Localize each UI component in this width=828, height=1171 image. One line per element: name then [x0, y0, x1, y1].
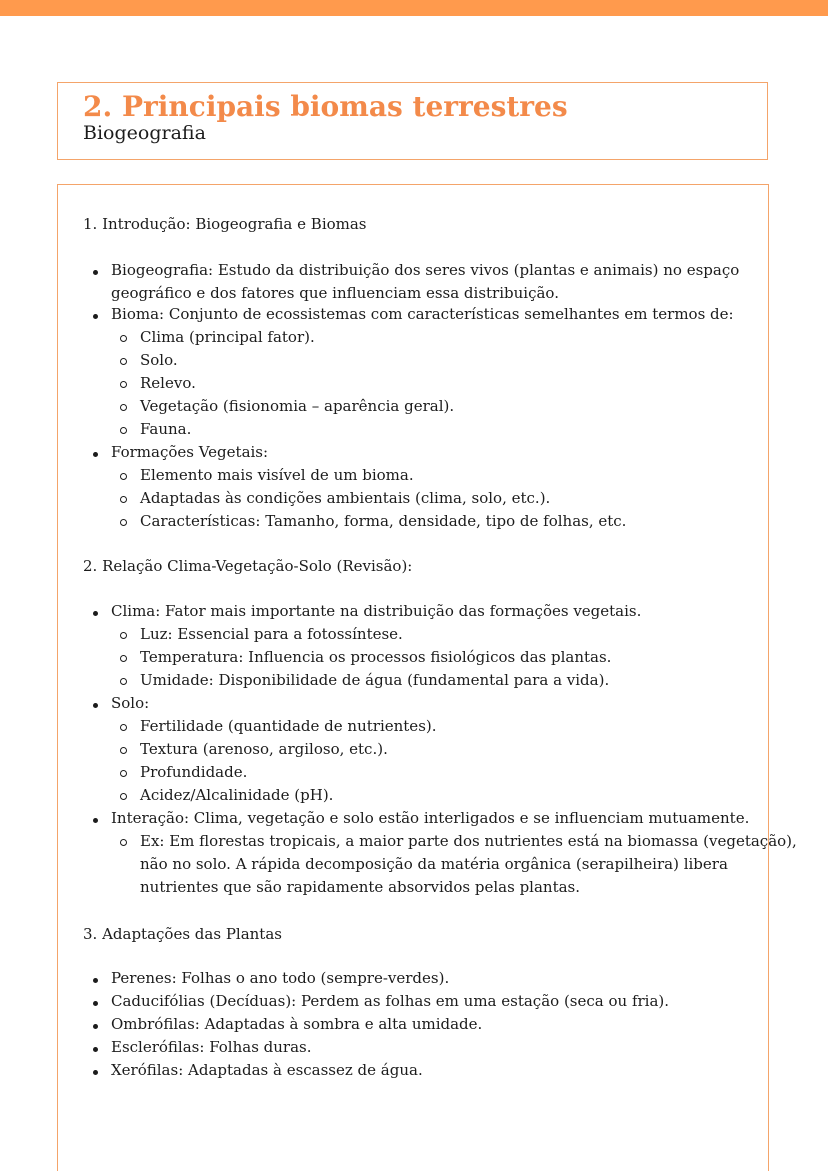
sub-list-item: Textura (arenoso, argiloso, etc.). [140, 740, 388, 758]
bullet-circle-icon [120, 632, 127, 639]
sub-list-item: Acidez/Alcalinidade (pH). [140, 786, 334, 804]
sub-list-item: Elemento mais visível de um bioma. [140, 466, 414, 484]
list-item: Interação: Clima, vegetação e solo estão interligados e se influenciam mutuamente. [111, 809, 750, 827]
list-item: Solo: [111, 694, 150, 712]
bullet-circle-icon [120, 770, 127, 777]
content-card [57, 184, 797, 1171]
sub-list-item-continuation: nutrientes que são rapidamente absorvidos pelas plantas. [140, 878, 581, 896]
page-title: 2. Principais biomas terrestres [83, 90, 568, 123]
sub-list-item: Fertilidade (quantidade de nutrientes). [140, 717, 437, 735]
bullet-circle-icon [120, 678, 127, 685]
bullet-disc-icon [93, 1001, 98, 1006]
list-item: Xerófilas: Adaptadas à escassez de água. [111, 1061, 423, 1079]
bullet-circle-icon [120, 724, 127, 731]
bullet-circle-icon [120, 747, 127, 754]
section-heading: 1. Introdução: Biogeografia e Biomas [83, 215, 367, 233]
section-heading: 3. Adaptações das Plantas [83, 925, 282, 943]
bullet-disc-icon [93, 314, 98, 319]
bullet-disc-icon [93, 1047, 98, 1052]
top-accent-bar [0, 0, 828, 16]
bullet-disc-icon [93, 1070, 98, 1075]
bullet-disc-icon [93, 818, 98, 823]
list-item: Formações Vegetais: [111, 443, 269, 461]
bullet-disc-icon [93, 452, 98, 457]
bullet-circle-icon [120, 839, 127, 846]
sub-list-item: Vegetação (fisionomia – aparência geral). [140, 397, 455, 415]
sub-list-item: Ex: Em florestas tropicais, a maior parte dos nutrientes está na biomassa (vegetação), [140, 832, 797, 850]
sub-list-item: Adaptadas às condições ambientais (clima, solo, etc.). [140, 489, 551, 507]
bullet-disc-icon [93, 611, 98, 616]
sub-list-item: Umidade: Disponibilidade de água (fundamental para a vida). [140, 671, 610, 689]
list-item: Bioma: Conjunto de ecossistemas com características semelhantes em termos de: [111, 305, 734, 323]
bullet-disc-icon [93, 978, 98, 983]
section-heading: 2. Relação Clima-Vegetação-Solo (Revisão): [83, 557, 413, 575]
sub-list-item-continuation: não no solo. A rápida decomposição da matéria orgânica (serapilheira) libera [140, 855, 728, 873]
page-header [57, 82, 768, 160]
bullet-circle-icon [120, 793, 127, 800]
bullet-disc-icon [93, 1024, 98, 1029]
list-item: Biogeografia: Estudo da distribuição dos seres vivos (plantas e animais) no espaço [111, 261, 740, 279]
sub-list-item: Clima (principal fator). [140, 328, 315, 346]
page-subtitle: Biogeografia [83, 122, 206, 144]
list-item: Caducifólias (Decíduas): Perdem as folhas em uma estação (seca ou fria). [111, 992, 670, 1010]
bullet-disc-icon [93, 270, 98, 275]
bullet-circle-icon [120, 335, 127, 342]
bullet-disc-icon [93, 703, 98, 708]
sub-list-item: Luz: Essencial para a fotossíntese. [140, 625, 403, 643]
list-item: Clima: Fator mais importante na distribuição das formações vegetais. [111, 602, 642, 620]
list-item: Ombrófilas: Adaptadas à sombra e alta umidade. [111, 1015, 483, 1033]
bullet-circle-icon [120, 358, 127, 365]
bullet-circle-icon [120, 473, 127, 480]
list-item: Perenes: Folhas o ano todo (sempre-verdes). [111, 969, 450, 987]
sub-list-item: Fauna. [140, 420, 192, 438]
sub-list-item: Temperatura: Influencia os processos fisiológicos das plantas. [140, 648, 612, 666]
sub-list-item: Características: Tamanho, forma, densidade, tipo de folhas, etc. [140, 512, 627, 530]
bullet-circle-icon [120, 404, 127, 411]
bullet-circle-icon [120, 519, 127, 526]
bullet-circle-icon [120, 496, 127, 503]
list-item: Esclerófilas: Folhas duras. [111, 1038, 312, 1056]
sub-list-item: Profundidade. [140, 763, 248, 781]
sub-list-item: Solo. [140, 351, 178, 369]
sub-list-item: Relevo. [140, 374, 196, 392]
bullet-circle-icon [120, 381, 127, 388]
bullet-circle-icon [120, 427, 127, 434]
list-item-continuation: geográfico e dos fatores que influenciam essa distribuição. [111, 284, 559, 302]
bullet-circle-icon [120, 655, 127, 662]
